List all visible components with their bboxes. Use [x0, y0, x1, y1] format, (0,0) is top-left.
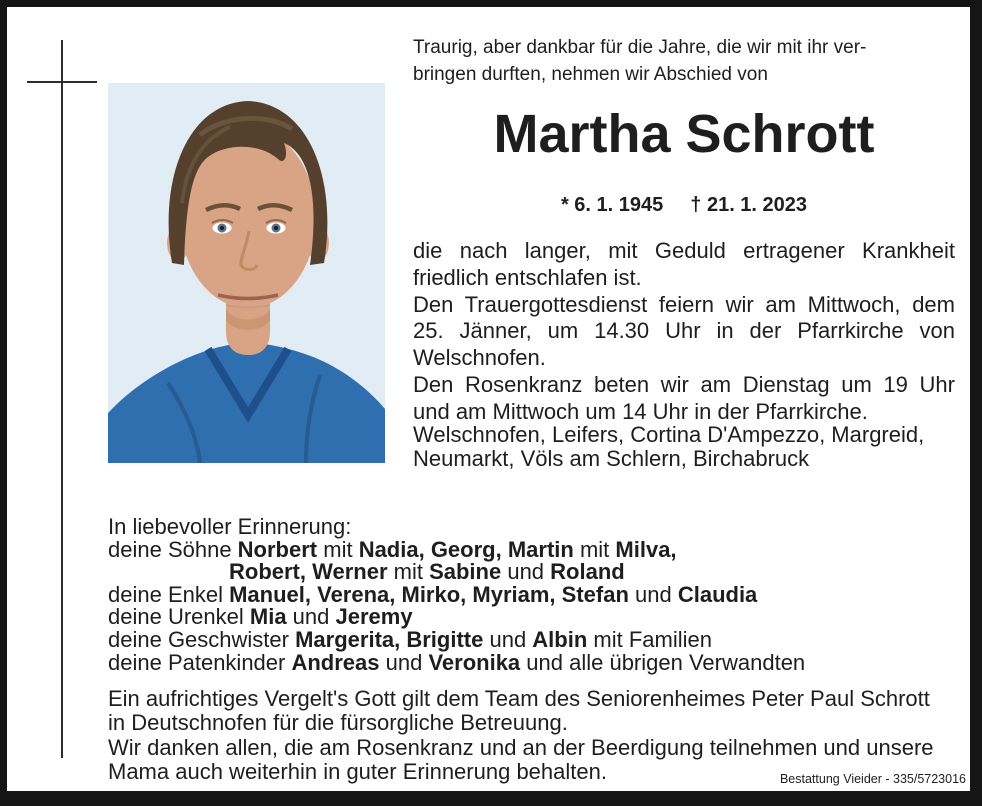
memoriam-intro: In liebevoller Erinnerung:	[108, 514, 352, 539]
relative-name: Andreas	[291, 649, 380, 675]
memoriam-line-sons	[108, 536, 960, 562]
relative-name: Robert, Werner	[229, 559, 388, 585]
memoriam-line-great-grandchildren	[108, 606, 960, 629]
funeral-announcement	[413, 238, 955, 426]
relation-text: mit	[387, 559, 430, 585]
announcement-line: Den Trauergottesdienst feiern wir am Mittwoch, dem	[413, 291, 955, 317]
towns-line: Welschnofen, Leifers, Cortina D'Ampezzo, Margreid,	[413, 422, 925, 447]
relative-name: Manuel, Verena, Mirko, Myriam, Stefan	[229, 581, 629, 607]
announcement-line: Welschnofen.	[413, 345, 546, 371]
thanks-line: in Deutschnofen für die fürsorgliche Betreuung.	[108, 710, 568, 736]
thanks-line: Wir danken allen, die am Rosenkranz und an der Beerdigung teilnehmen und unsere	[108, 734, 934, 760]
opening-text	[413, 34, 955, 88]
relation-text: deine Patenkinder	[108, 649, 292, 675]
relative-name: Veronika	[428, 649, 521, 675]
relation-text: deine Enkel	[108, 581, 230, 607]
relative-name: Mia	[249, 604, 287, 630]
memoriam-block	[108, 516, 960, 674]
announcement-line: friedlich entschlafen ist.	[413, 264, 642, 290]
birth-date: * 6. 1. 1945	[560, 194, 664, 216]
towns-line: Neumarkt, Völs am Schlern, Birchabruck	[413, 445, 810, 471]
thanks-block	[108, 687, 960, 784]
relation-text: und alle übrigen Verwandten	[520, 649, 806, 675]
relative-name: Roland	[550, 559, 625, 585]
relation-text: und	[501, 559, 551, 585]
cross-icon	[61, 40, 63, 758]
announcement-line: und am Mittwoch um 14 Uhr in der Pfarrkirche.	[413, 398, 868, 424]
relation-text: und	[286, 604, 336, 630]
relation-text: und	[483, 626, 533, 652]
relative-name: Sabine	[429, 559, 502, 585]
relation-text: deine Söhne	[108, 536, 238, 562]
relative-name: Albin	[532, 626, 588, 652]
relation-text: und	[379, 649, 429, 675]
deceased-name: Martha Schrott	[493, 104, 875, 164]
relation-text: mit Familien	[587, 626, 712, 652]
thanks-line: Mama auch weiterhin in guter Erinnerung behalten.	[108, 758, 607, 784]
memoriam-line-sons-cont	[108, 561, 960, 584]
announcement-line: Den Rosenkranz beten wir am Dienstag um 19 Uhr	[413, 371, 955, 397]
towns-list	[413, 423, 955, 470]
relation-text: mit	[573, 536, 616, 562]
announcement-line: 25. Jänner, um 14.30 Uhr in der Pfarrkirche von	[413, 318, 955, 344]
memoriam-line-siblings	[108, 626, 960, 652]
relative-name: Jeremy	[335, 604, 413, 630]
portrait-illustration	[108, 83, 385, 463]
relative-name: Claudia	[677, 581, 758, 607]
relation-text: deine Geschwister	[108, 626, 296, 652]
cross-icon-bar	[27, 81, 97, 83]
opening-line: bringen durften, nehmen wir Abschied von	[413, 64, 768, 85]
portrait-photo	[108, 83, 385, 463]
memoriam-line-godchildren	[108, 649, 960, 675]
relation-text: und	[628, 581, 678, 607]
announcement-line: die nach langer, mit Geduld ertragener Krankheit	[413, 238, 955, 263]
relation-text: deine Urenkel	[108, 604, 250, 630]
opening-line: Traurig, aber dankbar für die Jahre, die wir mit ihr ver-	[413, 37, 867, 58]
relation-text: mit	[317, 536, 359, 562]
relative-name: Margerita, Brigitte	[295, 626, 484, 652]
relative-name: Nadia, Georg, Martin	[358, 536, 574, 562]
relative-name: Milva,	[615, 536, 677, 562]
life-dates	[413, 194, 955, 216]
death-date: † 21. 1. 2023	[690, 194, 808, 216]
thanks-line: Ein aufrichtiges Vergelt's Gott gilt dem Team des Seniorenheimes Peter Paul Schrott	[108, 686, 930, 711]
relative-name: Norbert	[237, 536, 318, 562]
funeral-home-note: Bestattung Vieider - 335/5723016	[779, 772, 966, 786]
memoriam-line-grandchildren	[108, 581, 960, 607]
